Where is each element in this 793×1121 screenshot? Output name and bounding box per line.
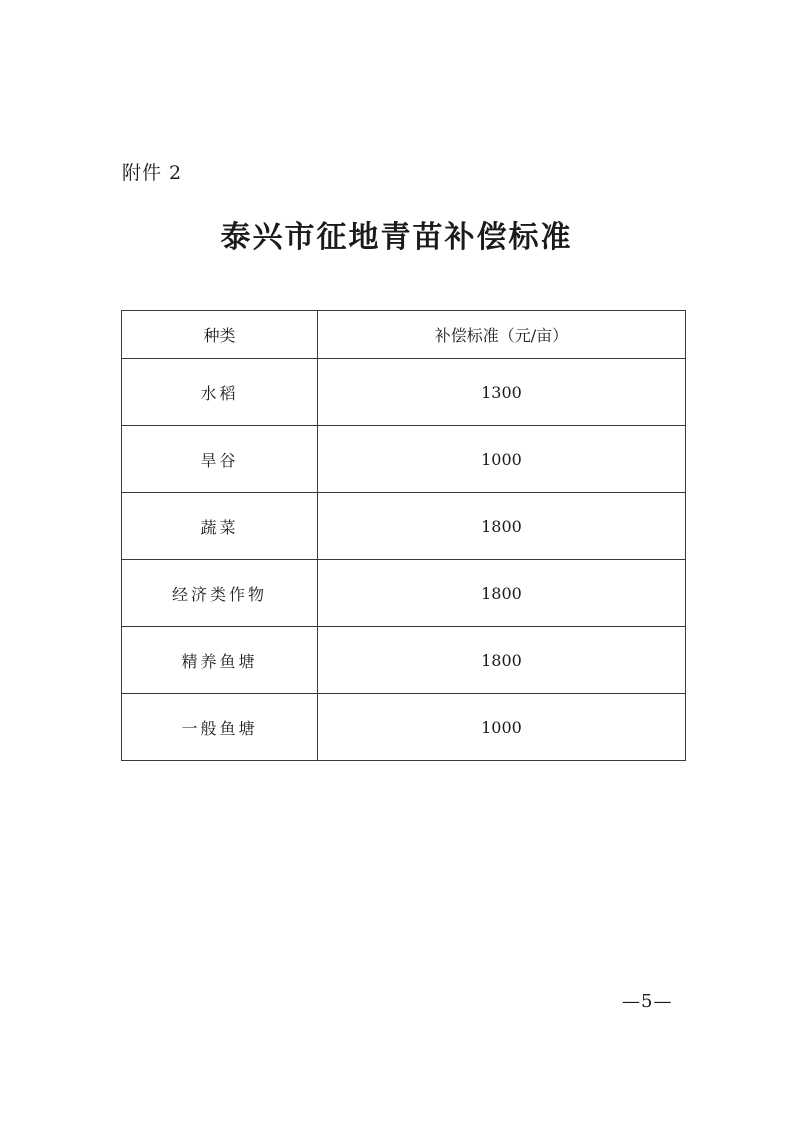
cell-standard: 1800 <box>317 560 685 627</box>
compensation-table <box>121 310 686 761</box>
table-row <box>122 493 686 560</box>
cell-kind: 水稻 <box>122 359 318 426</box>
document-title: 泰兴市征地青苗补偿标准 <box>220 220 573 255</box>
cell-standard: 1000 <box>317 694 685 761</box>
table-row <box>122 426 686 493</box>
attachment-label: 附件 2 <box>122 162 183 184</box>
cell-standard: 1800 <box>317 627 685 694</box>
cell-kind: 旱谷 <box>122 426 318 493</box>
page-number: —5— <box>622 991 673 1012</box>
table-row <box>122 694 686 761</box>
cell-standard: 1000 <box>317 426 685 493</box>
cell-standard: 1800 <box>317 493 685 560</box>
cell-kind: 精养鱼塘 <box>122 627 318 694</box>
table-body <box>122 359 686 761</box>
header-standard: 补偿标准（元/亩） <box>317 311 685 359</box>
table-row <box>122 359 686 426</box>
table-row <box>122 560 686 627</box>
header-row <box>122 311 686 359</box>
cell-standard: 1300 <box>317 359 685 426</box>
cell-kind: 一般鱼塘 <box>122 694 318 761</box>
header-kind: 种类 <box>122 311 318 359</box>
cell-kind: 蔬菜 <box>122 493 318 560</box>
cell-kind: 经济类作物 <box>122 560 318 627</box>
table-header <box>122 311 686 359</box>
table-row <box>122 627 686 694</box>
